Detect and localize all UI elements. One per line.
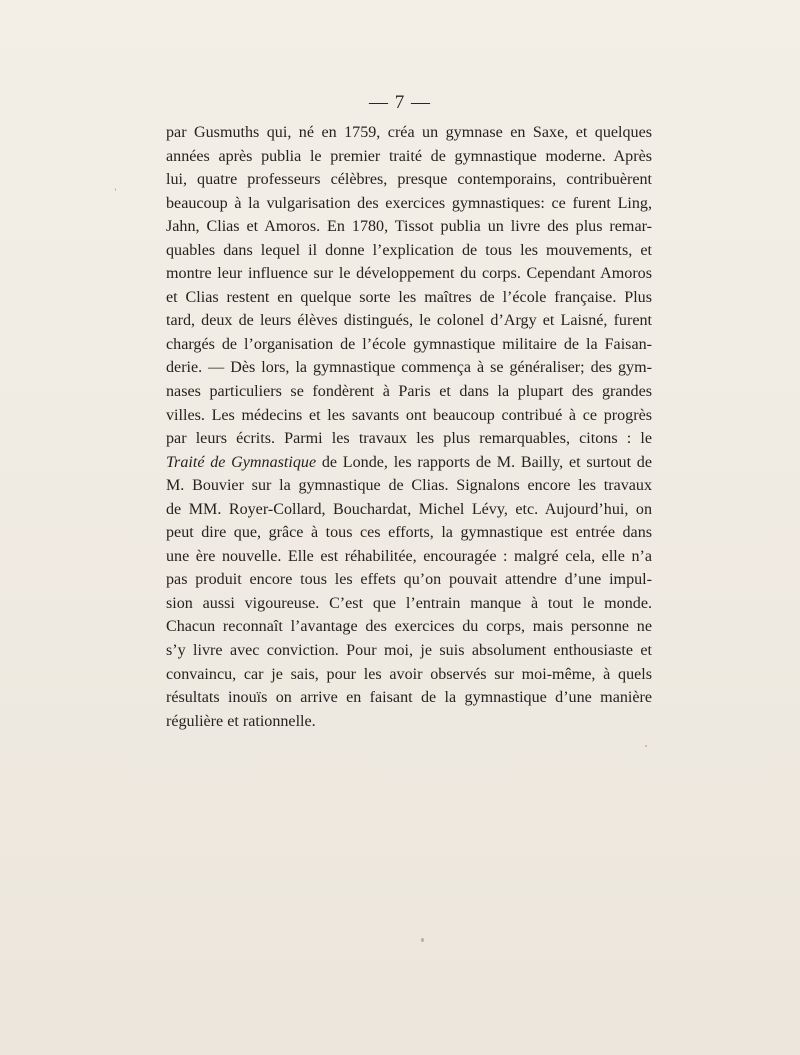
text-line <box>166 498 652 522</box>
text-line <box>166 639 652 663</box>
text-line-segment: quables dans lequel il donne l’explication de tous les mouvements, et <box>166 241 652 259</box>
text-line-segment: montre leur influence sur le développement du corps. Cependant Amoros <box>166 265 652 283</box>
paper-speck <box>421 938 424 942</box>
text-line <box>166 333 652 357</box>
text-line <box>166 615 652 639</box>
text-line-segment: s’y livre avec conviction. Pour moi, je suis absolument enthousiaste et <box>166 642 652 660</box>
text-line <box>166 404 652 428</box>
text-line-segment: M. Bouvier sur la gymnastique de Clias. Signalons encore les travaux <box>166 477 652 495</box>
text-line <box>166 474 652 498</box>
text-line <box>166 568 652 592</box>
text-line-segment: Chacun reconnaît l’avantage des exercices du corps, mais personne ne <box>166 618 652 636</box>
text-line <box>166 192 652 216</box>
text-line-segment: Jahn, Clias et Amoros. En 1780, Tissot publia un livre des plus remar- <box>166 218 652 236</box>
page-number: — 7 — <box>369 92 431 113</box>
text-line-segment: lui, quatre professeurs célèbres, presque contemporains, contribuèrent <box>166 171 652 189</box>
text-line <box>166 521 652 545</box>
text-line-segment: chargés de l’organisation de l’école gymnastique militaire de la Faisan- <box>166 335 652 353</box>
text-line-segment: derie. — Dès lors, la gymnastique commença à se généraliser; des gym- <box>166 359 652 377</box>
text-line-segment: pas produit encore tous les effets qu’on pouvait attendre d’une impul- <box>166 571 652 589</box>
text-line-segment: peut dire que, grâce à tous ces efforts, la gymnastique est entrée dans <box>166 524 652 542</box>
text-line <box>166 215 652 239</box>
text-line <box>166 545 652 569</box>
text-line <box>166 592 652 616</box>
text-line-segment: beaucoup à la vulgarisation des exercices gymnastiques: ce furent Ling, <box>166 194 652 212</box>
text-line-segment: de Londe, les rapports de M. Bailly, et surtout de <box>316 453 652 471</box>
text-line <box>166 427 652 451</box>
text-line-segment: nases particuliers se fondèrent à Paris et dans la plupart des grandes <box>166 383 652 401</box>
text-line-segment: résultats inouïs on arrive en faisant de la gymnastique d’une manière <box>166 689 652 707</box>
book-title-italic: Traité de Gymnastique <box>166 453 317 471</box>
text-line-segment: par Gusmuths qui, né en 1759, créa un gymnase en Saxe, et quelques <box>166 124 652 141</box>
text-line <box>166 239 652 263</box>
text-line <box>166 262 652 286</box>
text-line-segment: convaincu, car je sais, pour les avoir observés sur moi-même, à quels <box>166 665 652 683</box>
text-line <box>166 168 652 192</box>
text-line-segment: une ère nouvelle. Elle est réhabilitée, encouragée : malgré cela, elle n’a <box>166 547 652 565</box>
text-line <box>166 686 652 710</box>
paper-speck <box>115 188 116 191</box>
text-line <box>166 286 652 310</box>
paper-speck <box>645 745 647 747</box>
text-line-segment: tard, deux de leurs élèves distingués, le colonel d’Argy et Laisné, furent <box>166 312 652 330</box>
text-line-segment: et Clias restent en quelque sorte les maîtres de l’école française. Plus <box>166 288 652 306</box>
text-line-segment: villes. Les médecins et les savants ont beaucoup contribué à ce progrès <box>166 406 652 424</box>
text-line <box>166 451 652 475</box>
text-line-segment: régulière et rationnelle. <box>166 712 316 730</box>
text-line-segment: sion aussi vigoureuse. C’est que l’entrain manque à tout le monde. <box>166 594 652 612</box>
text-line <box>166 710 652 734</box>
text-line <box>166 380 652 404</box>
text-line <box>166 145 652 169</box>
text-line-segment: par leurs écrits. Parmi les travaux les plus remarquables, citons : le <box>166 430 652 448</box>
text-line <box>166 356 652 380</box>
text-line-segment: années après publia le premier traité de gymnastique moderne. Après <box>166 147 652 165</box>
text-line <box>166 663 652 687</box>
text-line-segment: de MM. Royer-Collard, Bouchardat, Michel Lévy, etc. Aujourd’hui, on <box>166 500 652 518</box>
text-line <box>166 309 652 333</box>
body-paragraph <box>166 121 652 733</box>
text-line <box>166 121 652 145</box>
